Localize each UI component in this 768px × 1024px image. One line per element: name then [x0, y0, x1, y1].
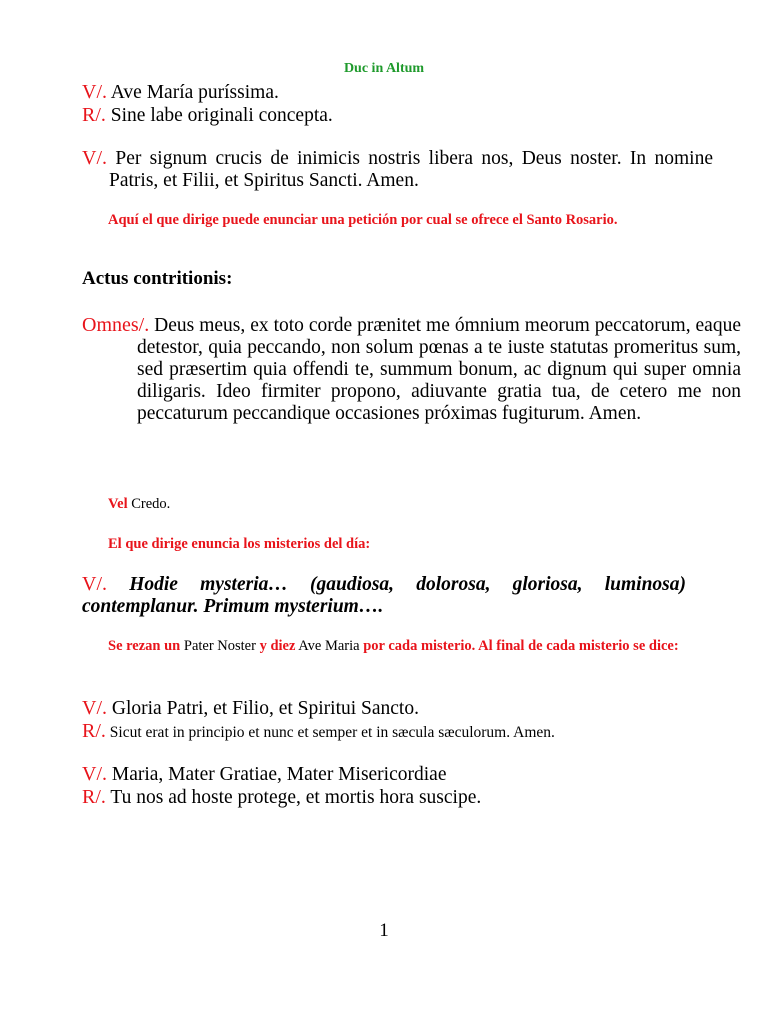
response-label: R/. [82, 104, 106, 126]
prayer-contritionis [82, 314, 741, 425]
pater-noster-text: Pater Noster [180, 638, 260, 654]
versicle-label: V/. [82, 147, 107, 169]
rubric-part: por cada misterio. Al final de cada misterio se dice: [363, 638, 679, 654]
versicle-signum-crucis [82, 147, 713, 192]
versicle-text: Maria, Mater Gratiae, Mater Misericordiae [107, 764, 447, 785]
versicle-text: Ave María puríssima. [107, 82, 279, 103]
response-sine-labe [82, 104, 333, 127]
versicle-label: V/. [82, 573, 107, 595]
rubric-peticion: Aquí el que dirige puede enunciar una petición por cual se ofrece el Santo Rosario. [108, 212, 618, 228]
ave-maria-text: Ave Maria [295, 638, 364, 654]
credo-text: Credo. [127, 496, 171, 512]
rubric-part: y diez [259, 638, 296, 654]
page-number: 1 [379, 920, 389, 941]
versicle-text: Gloria Patri, et Filio, et Spiritui Sancto. [107, 698, 419, 719]
versicle-ave-maria [82, 81, 279, 104]
response-tu-nos [82, 786, 481, 809]
versicle-maria-mater [82, 763, 446, 786]
versicle-label: V/. [82, 697, 107, 719]
response-text: Sine labe originali concepta. [105, 105, 333, 126]
vel-label: Vel [108, 496, 128, 512]
response-label: R/. [82, 786, 106, 808]
rubric-part: Se rezan un [108, 638, 181, 654]
versicle-label: V/. [82, 763, 107, 785]
rubric-vel-credo [82, 494, 686, 514]
mystery-text: Hodie mysteria… (gaudiosa, dolorosa, gloriosa, luminosa) contemplanur. Primum mysterium…. [82, 574, 686, 617]
section-heading-contritionis: Actus contritionis: [82, 268, 233, 289]
prayer-text: Deus meus, ex toto corde prænitet me ómnium meorum peccatorum, eaque detestor, quia peccando, non solum pœnas a te iuste statutas promeritus sum, sed præsertim quia offendi te, summum bonum, ac dignum qui super omnia diligaris. Ideo firmiter propono, adiuvante gratia tua, de cetero me non peccaturum peccandique occasiones próximas fugiturum. Amen. [137, 315, 741, 424]
response-text: Sicut erat in principio et nunc et semper et in sæcula sæculorum. Amen. [105, 724, 555, 741]
versicle-gloria-patri [82, 697, 419, 720]
response-sicut-erat [82, 720, 555, 744]
response-text: Tu nos ad hoste protege, et mortis hora suscipe. [105, 787, 482, 808]
versicle-label: V/. [82, 81, 107, 103]
response-label: R/. [82, 720, 106, 742]
omnes-label: Omnes/. [82, 314, 150, 336]
rubric-pater-noster [82, 636, 686, 656]
page-title: Duc in Altum [343, 61, 425, 76]
versicle-hodie-mysteria [82, 573, 686, 618]
versicle-text: Per signum crucis de inimicis nostris libera nos, Deus noster. In nomine Patris, et Filii, et Spiritus Sancti. Amen. [107, 148, 713, 191]
rubric-misterios: El que dirige enuncia los misterios del día: [108, 536, 371, 552]
